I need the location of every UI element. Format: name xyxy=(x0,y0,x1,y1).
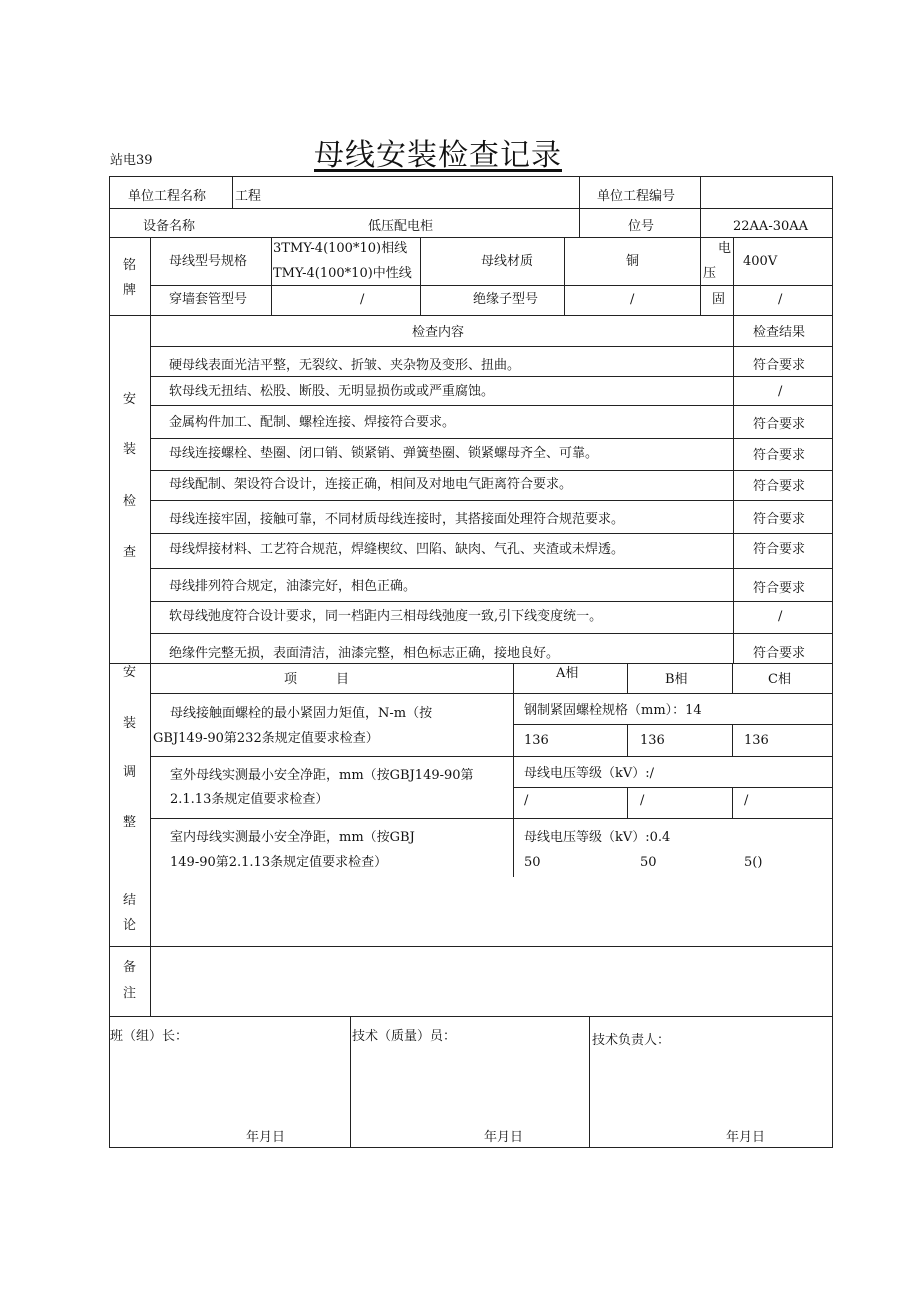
phase-a-header: A相 xyxy=(556,666,579,681)
inspection-item: 母线连接螺栓、垫圈、闭口销、锁紧销、弹簧垫圈、锁紧螺母齐全、可靠。 xyxy=(169,446,599,461)
inspection-result[interactable]: 符合要求 xyxy=(753,646,806,661)
adjustment-row-1-line1: 母线接触面螺栓的最小紧固力矩值，N-m（按 xyxy=(170,706,433,721)
adjustment-row-2-line1: 室外母线实测最小安全净距，mm（按GBJ149-90第 xyxy=(170,768,474,783)
inspection-side-label-3: 检 xyxy=(123,494,137,509)
adjustment-row-3-line1: 室内母线实测最小安全净距，mm（按GBJ xyxy=(170,830,415,845)
nameplate-side-label-2: 牌 xyxy=(123,283,137,298)
adjustment-row-1-spec: 钢制紧固螺栓规格（mm）：14 xyxy=(524,703,702,718)
inspection-result[interactable]: 符合要求 xyxy=(753,358,806,373)
position-no-value[interactable]: 22AA-30AA xyxy=(733,219,809,234)
busbar-model-line1[interactable]: 3TMY-4(100*10)相线 xyxy=(273,241,408,256)
adjustment-row-1-a[interactable]: 136 xyxy=(524,733,549,748)
phase-b-header: B相 xyxy=(665,672,688,687)
inspection-item: 软母线无扭结、松股、断股、无明显损伤或或严重腐蚀。 xyxy=(169,384,495,399)
position-no-label: 位号 xyxy=(628,219,655,234)
voltage-value[interactable]: 400V xyxy=(743,254,778,269)
voltage-label-1: 电 xyxy=(718,241,732,256)
adjustment-row-3-a[interactable]: 50 xyxy=(524,855,541,870)
unit-project-name-value[interactable]: 工程 xyxy=(235,189,262,204)
adjustment-row-2-line2: 2.1.13条规定值要求检查） xyxy=(170,792,329,807)
inspection-result[interactable]: 符合要求 xyxy=(753,512,806,527)
inspection-item: 母线配制、架设符合设计，连接正确，相间及对地电气距离符合要求。 xyxy=(169,477,573,492)
date-label-tech-lead: 年月日 xyxy=(726,1130,766,1145)
date-label-technician: 年月日 xyxy=(484,1130,524,1145)
inspection-item: 母线焊接材料、工艺符合规范，焊缝楔纹、凹陷、缺肉、气孔、夹渣或未焊透。 xyxy=(169,542,625,557)
adjustment-side-label-1: 安 xyxy=(123,665,137,680)
adjustment-row-1-line2: GBJ149-90第232条规定值要求检查） xyxy=(153,731,379,746)
insulator-value[interactable]: / xyxy=(630,292,635,307)
inspection-item: 金属构件加工、配制、螺栓连接、焊接符合要求。 xyxy=(169,415,456,430)
inspection-result[interactable]: 符合要求 xyxy=(753,542,806,557)
adjustment-side-label-3: 调 xyxy=(123,765,137,780)
inspection-result[interactable]: / xyxy=(778,384,783,399)
remarks-side-label-1: 备 xyxy=(123,960,137,975)
inspection-item: 硬母线表面光洁平整，无裂纹、折皱、夹杂物及变形、扭曲。 xyxy=(169,358,521,373)
nameplate-side-label-1: 铭 xyxy=(123,258,137,273)
adjustment-row-3-line2: 149-90第2.1.13条规定值要求检查） xyxy=(170,855,388,870)
remarks-side-label-2: 注 xyxy=(123,986,137,1001)
inspection-result[interactable]: 符合要求 xyxy=(753,581,806,596)
page-title: 母线安装检查记录 xyxy=(314,138,562,173)
adjustment-row-2-a[interactable]: / xyxy=(524,793,529,808)
phase-c-header: C相 xyxy=(768,672,791,687)
inspection-side-label-1: 安 xyxy=(123,392,137,407)
inspection-side-label-4: 查 xyxy=(123,545,137,560)
technician-label: 技术（质量）员： xyxy=(352,1029,457,1044)
adjustment-row-3-c[interactable]: 5() xyxy=(744,855,763,870)
adjustment-row-2-b[interactable]: / xyxy=(640,793,645,808)
inspection-item: 软母线弛度符合设计要求，同一档距内三相母线弛度一致,引下线变度统一。 xyxy=(169,609,603,624)
adjustment-item-header: 项 目 xyxy=(284,672,350,687)
adjustment-row-1-b[interactable]: 136 xyxy=(640,733,665,748)
busbar-model-line2[interactable]: TMY-4(100*10)中性线 xyxy=(273,266,412,281)
adjustment-side-label-2: 装 xyxy=(123,716,137,731)
inspection-content-header: 检查内容 xyxy=(412,325,465,340)
busbar-material-value[interactable]: 铜 xyxy=(626,254,640,269)
conclusion-side-label-2: 论 xyxy=(123,918,137,933)
busbar-material-label: 母线材质 xyxy=(481,254,534,269)
inspection-result[interactable]: 符合要求 xyxy=(753,417,806,432)
insulator-label: 绝缘子型号 xyxy=(473,292,539,307)
inspection-item: 绝缘件完整无损，表面清洁，油漆完整，相色标志正确，接地良好。 xyxy=(169,646,560,661)
adjustment-row-3-b[interactable]: 50 xyxy=(640,855,657,870)
form-code: 站电39 xyxy=(110,153,153,168)
adjustment-row-2-c[interactable]: / xyxy=(744,793,749,808)
wall-bushing-value[interactable]: / xyxy=(360,292,365,307)
adjustment-row-1-c[interactable]: 136 xyxy=(744,733,769,748)
inspection-result-header: 检查结果 xyxy=(753,325,806,340)
inspection-result[interactable]: 符合要求 xyxy=(753,479,806,494)
date-label-team-leader: 年月日 xyxy=(246,1130,286,1145)
unit-project-name-label: 单位工程名称 xyxy=(128,189,207,204)
adjustment-side-label-4: 整 xyxy=(123,815,137,830)
fixed-label: 固 xyxy=(712,292,726,307)
busbar-model-label: 母线型号规格 xyxy=(169,254,248,269)
adjustment-row-3-spec: 母线电压等级（kV）:0.4 xyxy=(524,830,671,845)
inspection-item: 母线连接牢固，接触可靠，不同材质母线连接时，其搭接面处理符合规范要求。 xyxy=(169,512,625,527)
inspection-result[interactable]: / xyxy=(778,609,783,624)
voltage-label-2: 压 xyxy=(703,266,717,281)
unit-project-no-label: 单位工程编号 xyxy=(597,189,676,204)
inspection-item: 母线排列符合规定，油漆完好，相色正确。 xyxy=(169,579,417,594)
team-leader-label: 班（组）长： xyxy=(110,1029,189,1044)
tech-lead-label: 技术负责人： xyxy=(592,1033,671,1048)
wall-bushing-label: 穿墙套管型号 xyxy=(169,292,248,307)
equipment-name-label: 设备名称 xyxy=(143,219,196,234)
equipment-name-value[interactable]: 低压配电柜 xyxy=(368,219,434,234)
inspection-side-label-2: 装 xyxy=(123,442,137,457)
adjustment-row-2-spec: 母线电压等级（kV）:/ xyxy=(524,766,655,781)
inspection-result[interactable]: 符合要求 xyxy=(753,448,806,463)
conclusion-side-label-1: 结 xyxy=(123,893,137,908)
fixed-value[interactable]: / xyxy=(778,292,783,307)
